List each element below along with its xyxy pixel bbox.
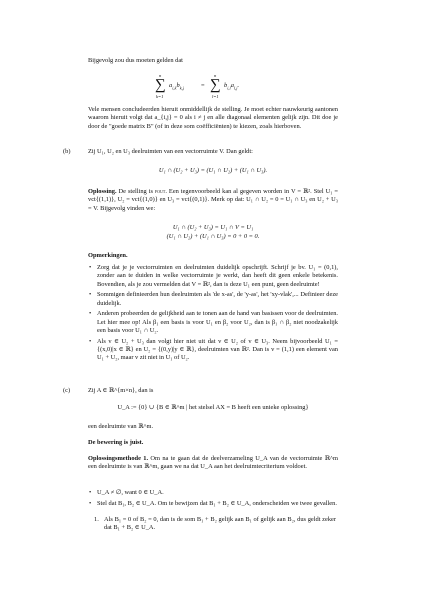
method-bullets xyxy=(88,489,338,510)
numbered-item-text: Als B₁ = 0 of B₂ = 0, dan is de som B₁ + B₂ gelijk aan B₁ of gelijk aan B₂, dus geldt zeker dat B₁ + B₂ ∈ U_A. xyxy=(104,516,336,532)
remark-item: • Zorg dat je je vectorruimten en deelruimten duidelijk opschrijft. Schrijf je bv. U₁ = (0,1), zonder aan te duiden in welke vectorruimte je werkt, dan heeft dit geen enkele betekenis. Bovendien, als je zou vermelden dat V = ℝ², dan is deze U₁ een punt, geen deelruimte! xyxy=(88,264,338,289)
part-b-equation: U₁ ∩ (U₂ + U₃) = (U₁ ∩ U₂) + (U₁ ∩ U₃). xyxy=(158,167,268,174)
para-after-sum: Vele mensen concludeerden hieruit onmiddellijk de stelling. Je moet echter nauwkeurig aantonen waarom hieruit volgt dat a_{i,j} = 0 als i ≠ j en alle diagonaal elementen gelijk zijn. Dit doe je door de "goede matrix B" (of in deze som coëfficiënten) te kiezen, zoals hierboven. xyxy=(88,106,338,130)
sum-equals: = xyxy=(201,82,205,89)
numbered-item-number: 1. xyxy=(94,516,99,523)
sum-left-upper: n xyxy=(159,73,162,78)
part-c-after-eq: een deelruimte van ℝ^m. xyxy=(88,423,154,430)
sum-left-term: $a_{i,k}b_{k,j}$ xyxy=(169,82,184,91)
part-b-eq-line-1: U₁ ∩ (U₂ + U₃) = U₁ ∩ V = U₁ xyxy=(172,224,254,231)
solution-heading: Oplossing. xyxy=(88,188,117,195)
sum-right-term: $b_{i,l}a_{l,j}$. xyxy=(224,82,240,91)
sum-left-lower: k=1 xyxy=(156,94,164,99)
numbered-item-1 xyxy=(94,516,336,533)
remark-item: • Sommigen definieerden hun deelruimten als 'de x-as', de 'y-as', het 'xy-vlak',... Definieer deze duidelijk. xyxy=(88,291,338,308)
remark-item: • Als v ∈ U₂ + U₃ dan volgt hier niet uit dat v ∈ U₂ of v ∈ U₃. Neem bijvoorbeeld U₁ = {(x,0)|x ∈ ℝ} en U₂ = {(0,y)|y ∈ ℝ}, deelruimten van ℝ². Dan is v = (1,1) een element van U₁ + U₂, maar v zit niet in U₁ of U₂. xyxy=(88,338,338,363)
sum-right-lower: l=1 xyxy=(212,94,219,99)
part-c-equation: U_A := {0} ∪ {B ∈ ℝ^m | het stelsel AX = B heeft een unieke oplossing} xyxy=(117,404,309,411)
part-c-label: (c) xyxy=(63,387,71,394)
method-heading: Oplossingsmethode 1. xyxy=(88,455,149,462)
sum-right-upper: n xyxy=(214,73,217,78)
part-c-claim: De bewering is juist. xyxy=(88,439,144,446)
remarks-heading: Opmerkingen. xyxy=(88,252,128,259)
sum-right-sigma: ∑ xyxy=(210,77,221,93)
part-b-eq-line-2: (U₁ ∩ U₂) + (U₁ ∩ U₃) = 0 + 0 = 0. xyxy=(166,233,260,240)
solution-fout: fout xyxy=(154,188,166,195)
sum-left-sigma: ∑ xyxy=(155,77,166,93)
intro-line: Bijgevolg zou dus moeten gelden dat xyxy=(88,57,183,64)
part-c-statement: Zij A ∈ ℝ^{m×n}, dan is xyxy=(88,387,154,394)
part-b-label: (b) xyxy=(63,148,71,155)
solution-text-2: . Een tegenvoorbeeld kan al gegeven worden in V = ℝ². Stel U₁ = vct{(1,1)}, U₂ = vct{(1,0)} en U₃ = vct{(0,1)}. Merk op dat: U₁ ∩ U₂ = 0 = U₁ ∩ U₃ en U₂ + U₃ = V. Bijgevolg vinden we: xyxy=(88,188,338,212)
method-text: Om na te gaan dat de deelverzameling U_A van de vectorruimte ℝ^m een deelruimte is van ℝ^m, gaan we na dat U_A aan het deelruimtecriterium voldoet. xyxy=(88,455,338,471)
remark-item: • Anderen probeerden de gelijkheid aan te tonen aan de hand van basissen voor de deelruimten. Let hier mee op! Als β₁ een basis is voor U₁ en β₂ voor U₂, dan is β₁ ∩ β₂ niet noodzakelijk een basis voor U₁ ∩ U₂. xyxy=(88,310,338,335)
remarks-list xyxy=(88,264,338,365)
solution-text-1: De stelling is xyxy=(118,188,153,195)
method-bullet-item: • Stel dat B₁, B₂ ∈ U_A. Om te bewijzen dat B₁ + B₂ ∈ U_A, onderscheiden we twee gevallen. xyxy=(88,500,338,508)
part-b-statement: Zij U₁, U₂ en U₃ deelruimten van een vectorruimte V. Dan geldt: xyxy=(88,148,253,155)
part-c-method xyxy=(88,455,338,472)
method-bullet-item: • U_A ≠ ∅, want 0 ∈ U_A. xyxy=(88,489,338,497)
part-b-solution xyxy=(88,188,338,213)
sum-equation xyxy=(155,72,275,106)
